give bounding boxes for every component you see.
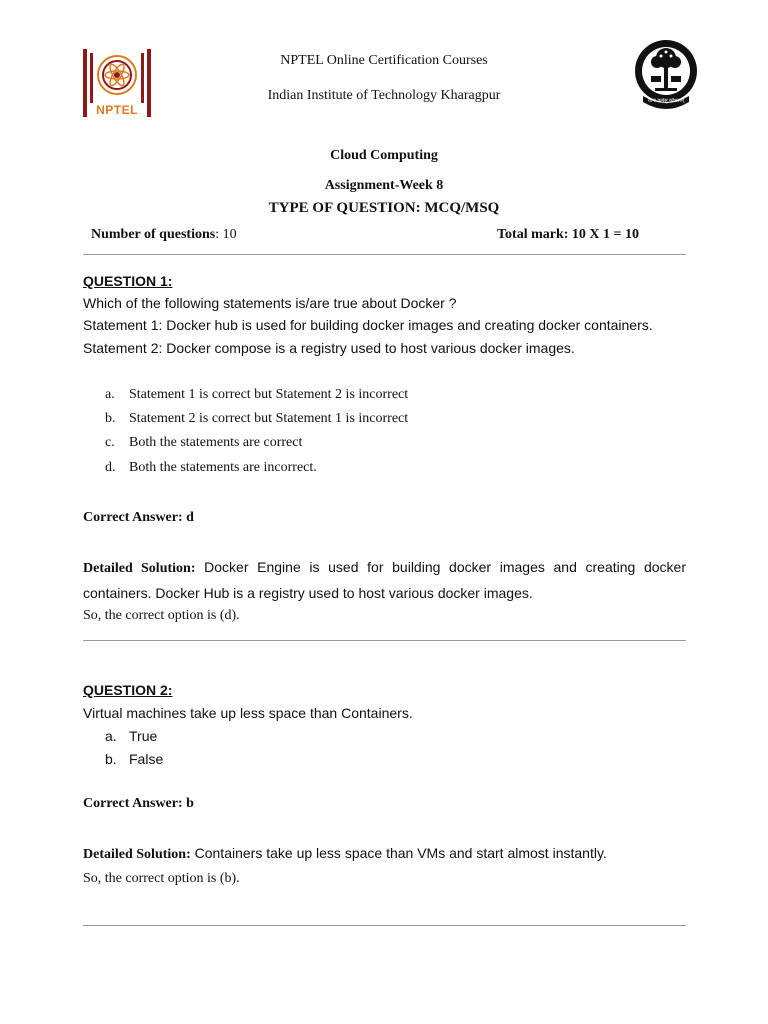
question-1-option-a	[105, 387, 408, 403]
question-1-option-b	[105, 411, 408, 427]
option-label: b.	[105, 751, 117, 767]
question-1-correct-answer: Correct Answer: d	[83, 510, 194, 525]
num-questions-value: : 10	[215, 227, 237, 242]
option-label: c.	[105, 435, 115, 450]
option-label: a.	[105, 728, 117, 744]
question-1-conclusion: So, the correct option is (d).	[83, 608, 240, 623]
question-1-statement-1: Statement 1: Docker hub is used for building docker images and creating docker containers.	[83, 317, 653, 333]
question-2-option-a	[105, 728, 157, 744]
number-of-questions	[91, 227, 237, 243]
solution-label: Detailed Solution:	[83, 561, 196, 576]
question-2-text: Virtual machines take up less space than Containers.	[83, 705, 413, 721]
divider	[83, 640, 686, 641]
option-label: a.	[105, 387, 115, 402]
total-mark: Total mark: 10 X 1 = 10	[497, 227, 640, 242]
question-type: TYPE OF QUESTION: MCQ/MSQ	[268, 200, 500, 216]
solution-label: Detailed Solution:	[83, 847, 191, 862]
question-1-option-d	[105, 460, 317, 476]
nptel-logo-text: NPTEL	[96, 103, 138, 117]
question-1-title: QUESTION 1:	[83, 273, 173, 289]
org-line: NPTEL Online Certification Courses	[280, 53, 488, 68]
divider	[83, 925, 686, 926]
question-1-text: Which of the following statements is/are true about Docker ?	[83, 295, 457, 311]
solution-text: Containers take up less space than VMs and start almost instantly.	[190, 845, 607, 861]
option-text: Both the statements are incorrect.	[129, 460, 317, 475]
assignment-title: Assignment-Week 8	[324, 178, 444, 193]
solution-text: Docker Engine is used for building docker images and creating docker containers. Docker Hub is a registry used to host various docker images.	[83, 559, 686, 601]
divider	[83, 254, 686, 255]
question-1-statement-2: Statement 2: Docker compose is a registry used to host various docker images.	[83, 340, 575, 356]
institute-line: Indian Institute of Technology Kharagpur	[267, 88, 501, 103]
question-1-option-c	[105, 435, 302, 451]
question-2-solution	[83, 842, 686, 866]
option-text: Statement 2 is correct but Statement 1 is incorrect	[129, 411, 409, 426]
course-title: Cloud Computing	[330, 148, 438, 163]
question-1-solution	[83, 555, 686, 607]
num-questions-label: Number of questions	[91, 227, 216, 242]
option-text: Both the statements are correct	[129, 435, 303, 450]
option-text: Statement 1 is correct but Statement 2 is incorrect	[129, 387, 409, 402]
option-text: True	[129, 728, 158, 744]
question-2-option-b	[105, 751, 163, 767]
question-2-title: QUESTION 2:	[83, 682, 173, 698]
option-text: False	[129, 751, 164, 767]
option-label: d.	[105, 460, 116, 475]
option-label: b.	[105, 411, 116, 426]
question-2-conclusion: So, the correct option is (b).	[83, 871, 240, 886]
iit-seal-motto: योगः कर्मसु कौशलम्	[648, 98, 684, 104]
question-2-correct-answer: Correct Answer: b	[83, 796, 194, 811]
